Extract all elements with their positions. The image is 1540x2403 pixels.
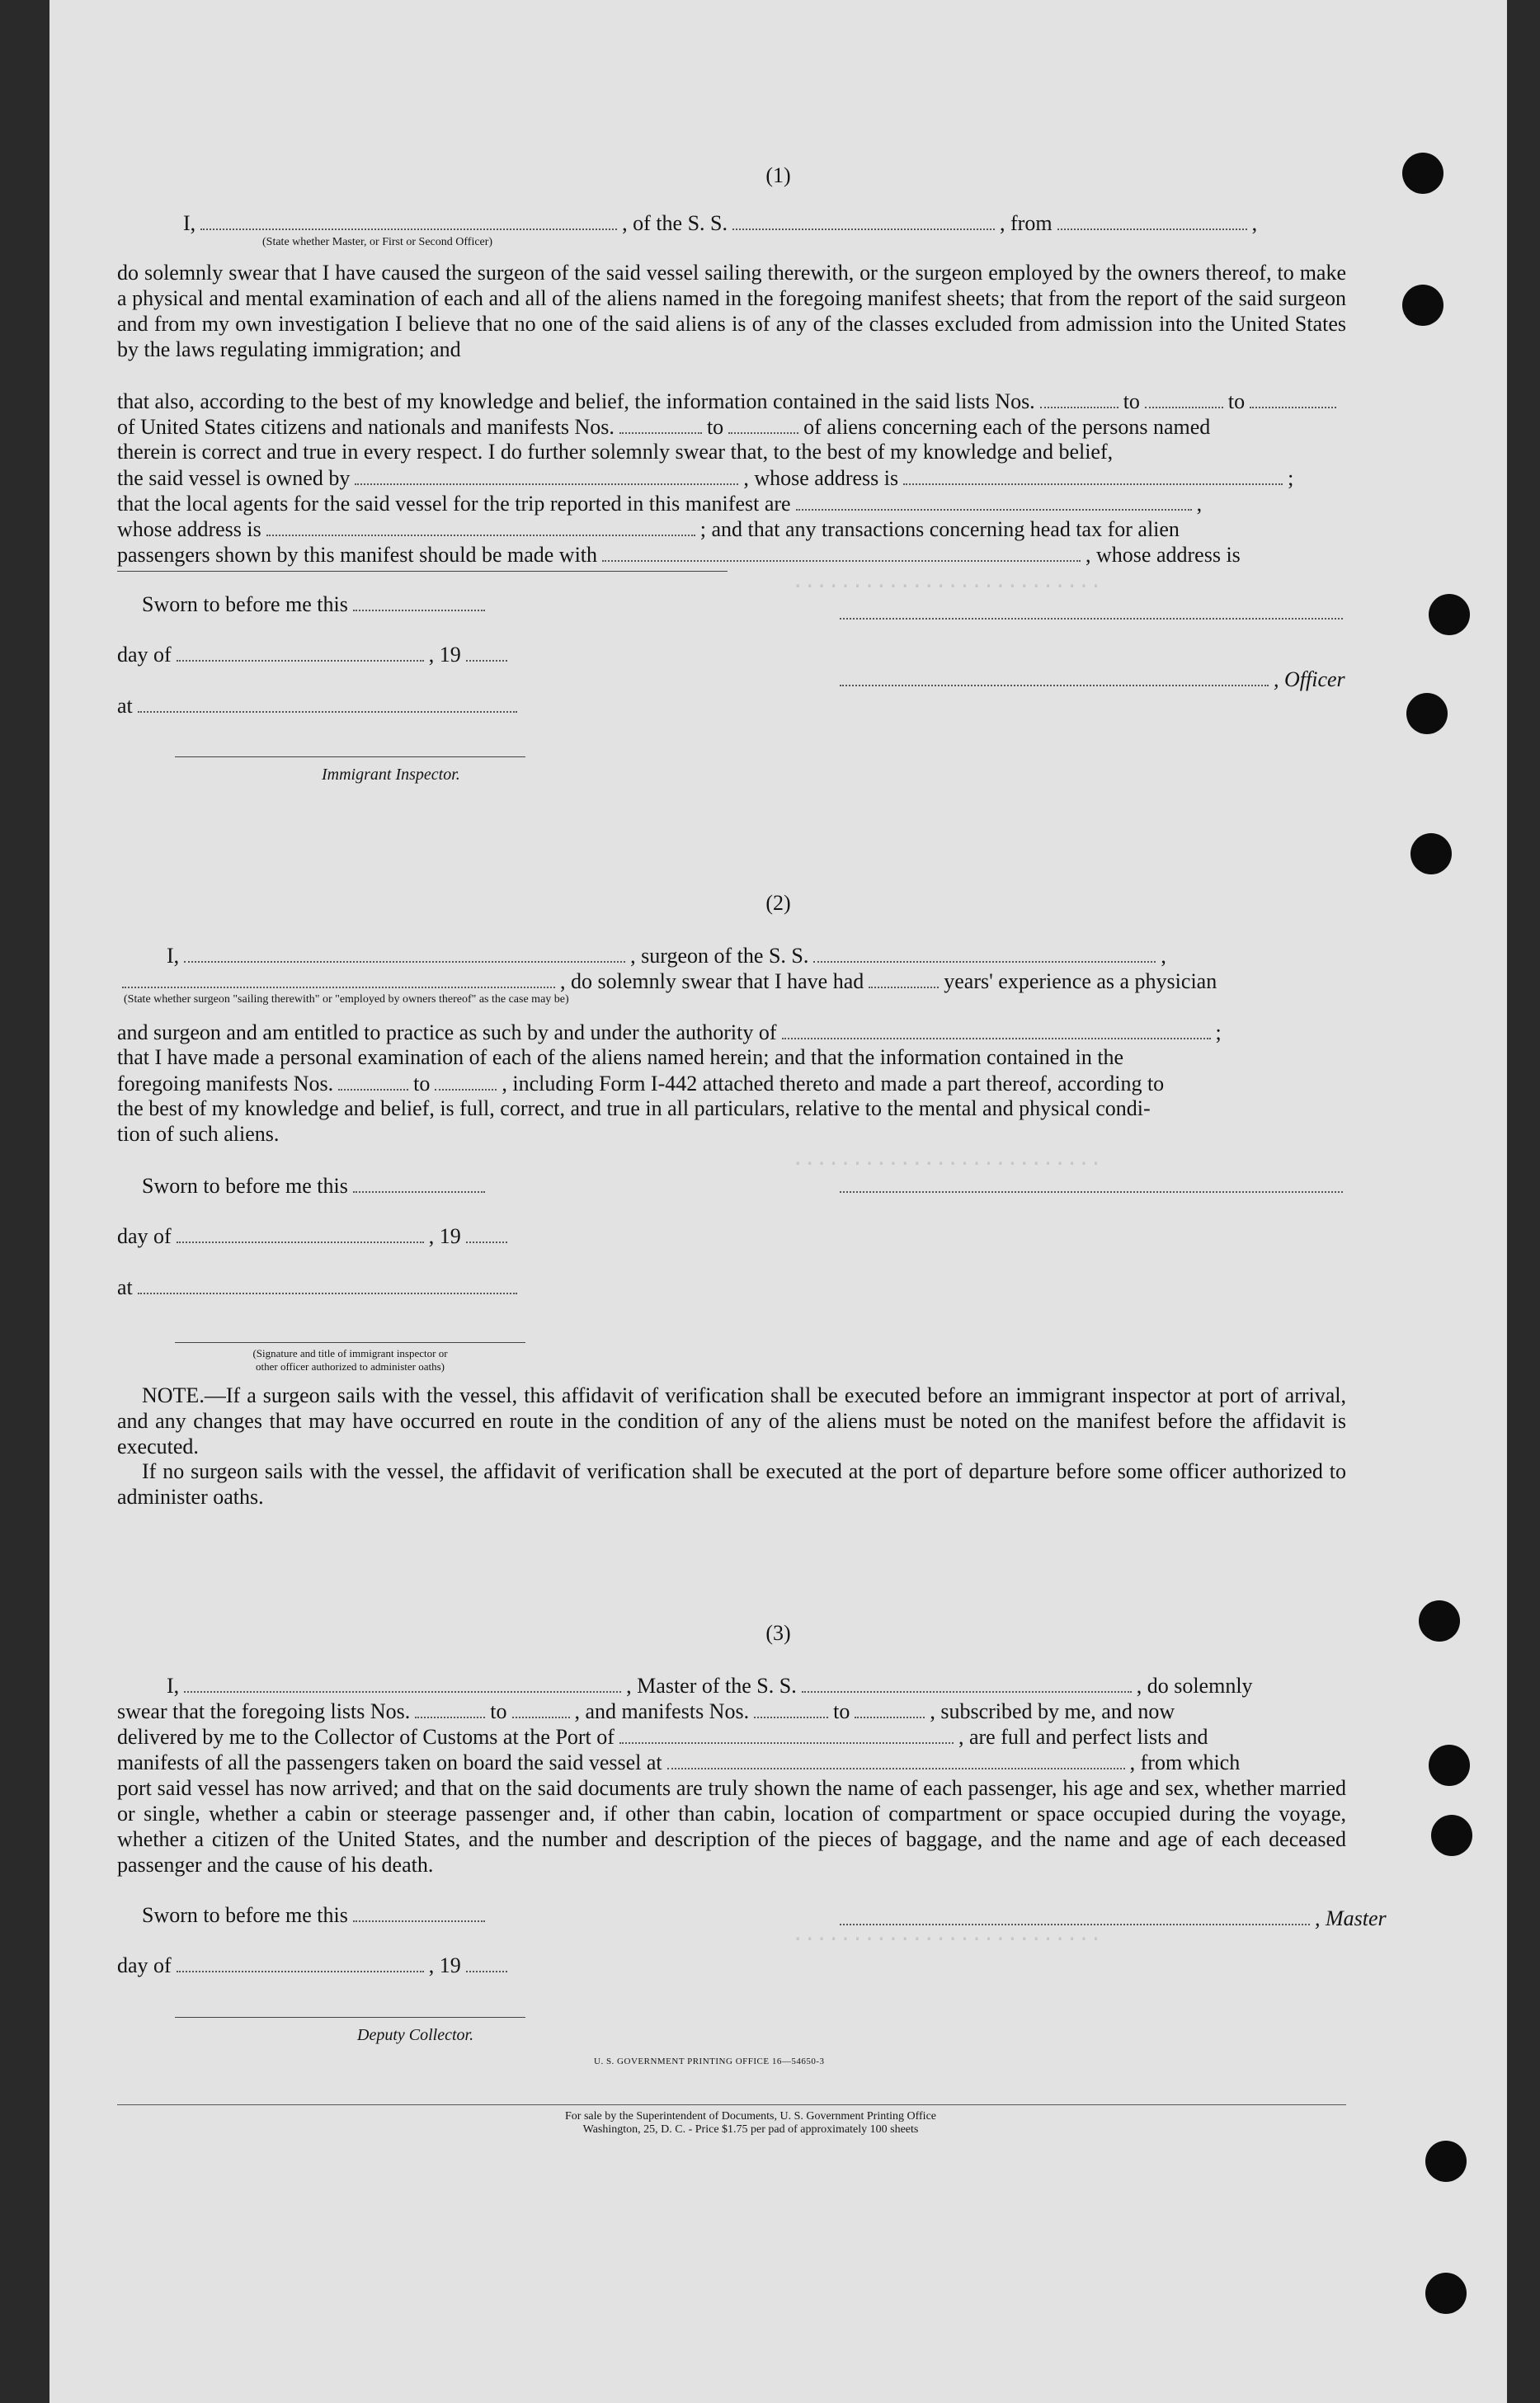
section-3-number: (3) (765, 1621, 791, 1645)
s1-at: at (117, 693, 522, 719)
punch-hole (1429, 1745, 1470, 1786)
s2-at: at (117, 1275, 522, 1300)
punch-hole (1406, 693, 1448, 734)
s1-day: day of , 19 (117, 642, 512, 667)
s2-sign-title-caption: (Signature and title of immigrant inspector or other officer authorized to administer oaths) (252, 1347, 448, 1373)
s1-line-owned: the said vessel is owned by , whose address is ; (117, 466, 1294, 490)
section-1-number: (1) (765, 163, 791, 187)
s1-sign-line (835, 600, 1348, 625)
punch-hole (1425, 2273, 1467, 2314)
s1-line-passengers: passengers shown by this manifest should be made with , whose address is (117, 543, 1241, 567)
s1-line-citizens: of United States citizens and nationals and manifests Nos. to of aliens concerning each of the persons named (117, 415, 1211, 439)
punch-hole (1431, 1815, 1472, 1856)
s2-sign-line (835, 1173, 1348, 1199)
s3-line4: manifests of all the passengers taken on board the said vessel at , from which (117, 1750, 1241, 1774)
s1-line1: I, , of the S. S. , from , (183, 211, 1258, 235)
s1-sworn: Sworn to before me this (142, 591, 490, 617)
sale-notice: For sale by the Superintendent of Documents, U. S. Government Printing Office Washington, 25, D. C. - Price $1.75 per pad of approximately 100 sheets (565, 2110, 936, 2136)
s2-line-form: foregoing manifests Nos. to , including Form I-442 attached thereto and made a part thereof, according to (117, 1072, 1165, 1095)
s1-oath-paragraph-1: do solemnly swear that I have caused the surgeon of the said vessel sailing therewith, or the surgeon employed by the owners thereof, to make a physical and mental examination of each and all of the aliens named in the foregoing manifest sheets; that from the report of the said surgeon and from my own investigation I believe that no one of the said aliens is of any of the classes excluded from admission into the United States by the laws regulating immigration; and (117, 261, 1346, 361)
s3-collector-line (175, 2017, 525, 2018)
s2-line-personal: that I have made a personal examination of each of the aliens named herein; and that the information contained in the (117, 1045, 1124, 1069)
footer-divider (117, 2104, 1346, 2105)
s2-day: day of , 19 (117, 1223, 512, 1249)
s3-line3: delivered by me to the Collector of Customs at the Port of , are full and perfect lists and (117, 1725, 1208, 1749)
s1-divider (117, 571, 728, 572)
punch-hole (1410, 833, 1452, 874)
s1-line-address: whose address is ; and that any transactions concerning head tax for alien (117, 517, 1180, 541)
s1-inspector-line (175, 756, 525, 757)
s1-inspector-caption: Immigrant Inspector. (322, 766, 460, 784)
manifest-sheet (49, 0, 1507, 2403)
s3-day: day of , 19 (117, 1953, 512, 1978)
s1-officer-note: (State whether Master, or First or Second Officer) (262, 236, 493, 248)
bleed-through-text: .......................... (792, 569, 1102, 592)
s2-note-paragraph: NOTE.—If a surgeon sails with the vessel, this affidavit of verification shall be executed before an immigrant inspector at port of arrival, and any changes that may have occurred en route in the condition of any of the aliens must be noted on the manifest before the affidavit is executed. (117, 1383, 1346, 1458)
punch-hole (1425, 2141, 1467, 2182)
gpo-imprint: U. S. GOVERNMENT PRINTING OFFICE 16—54650-3 (594, 2057, 825, 2066)
s2-line1: I, , surgeon of the S. S. , (167, 944, 1166, 968)
s3-sworn: Sworn to before me this (142, 1902, 490, 1928)
s3-line1: I, , Master of the S. S. , do solemnly (167, 1674, 1253, 1698)
s1-line-therein: therein is correct and true in every respect. I do further solemnly swear that, to the best of my knowledge and belief, (117, 440, 1114, 464)
s2-line-best: the best of my knowledge and belief, is full, correct, and true in all particulars, relative to the mental and physical condi- (117, 1096, 1151, 1120)
s3-line2: swear that the foregoing lists Nos. to , and manifests Nos. to , subscribed by me, and now (117, 1699, 1175, 1723)
s2-line-authority: and surgeon and am entitled to practice as such by and under the authority of ; (117, 1020, 1222, 1044)
s1-officer-sign: , Officer (835, 667, 1345, 692)
s2-no-surgeon-paragraph: If no surgeon sails with the vessel, the affidavit of verification shall be executed at the port of departure before some officer authorized to administer oaths. (117, 1459, 1346, 1509)
s2-line-tion: tion of such aliens. (117, 1122, 280, 1146)
s3-master-sign: , Master (835, 1906, 1387, 1931)
s2-sworn: Sworn to before me this (142, 1173, 490, 1199)
punch-hole (1429, 594, 1470, 635)
punch-hole (1402, 285, 1443, 326)
s3-oath-paragraph: port said vessel has now arrived; and that on the said documents are truly shown the name of each passenger, his age and sex, whether married or single, whether a cabin or steerage passenger and, if other than cabin, location of compartment or space occupied during the voyage, whether a citizen of the United States, and the number and description of the pieces of baggage, and the name and age of each deceased passenger and the cause of his death. (117, 1776, 1346, 1877)
s1-line-agents: that the local agents for the said vessel for the trip reported in this manifest are , (117, 492, 1203, 516)
s1-line-nos: that also, according to the best of my knowledge and belief, the information contained in the said lists Nos. to to (117, 389, 1341, 414)
section-2-number: (2) (765, 891, 791, 915)
s3-collector-caption: Deputy Collector. (357, 2026, 474, 2044)
bleed-through-text: .......................... (792, 1922, 1102, 1945)
bleed-through-text: .......................... (792, 1147, 1102, 1170)
s2-sign-title-line (175, 1342, 525, 1343)
s2-line2: , do solemnly swear that I have had years' experience as a physician (117, 968, 1217, 994)
s2-surgeon-note: (State whether surgeon "sailing therewith" or "employed by owners thereof" as the case may be) (124, 993, 569, 1006)
